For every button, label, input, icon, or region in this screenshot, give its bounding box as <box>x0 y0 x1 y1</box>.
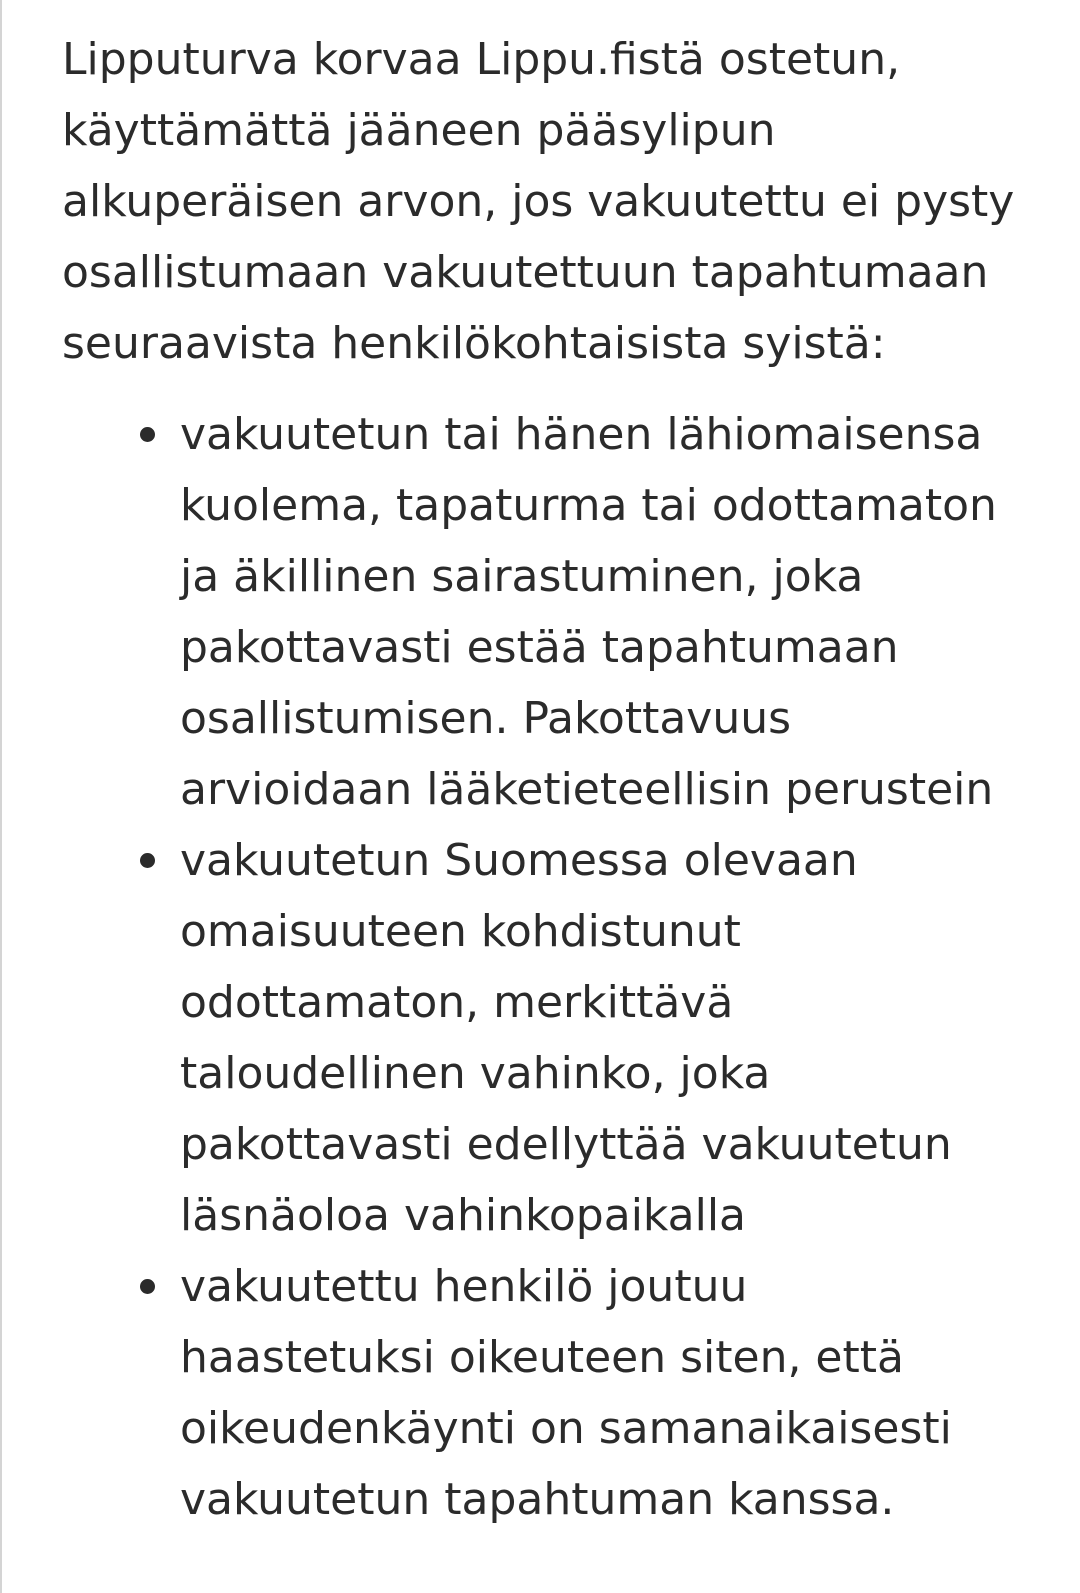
list-item-line: vakuutettu henkilö joutuu <box>180 1261 748 1312</box>
list-item-line: vakuutetun Suomessa olevaan <box>180 835 858 886</box>
intro-line: osallistumaan vakuutettuun tapahtumaan <box>62 247 989 298</box>
list-item-line: arvioidaan lääketieteellisin perustein <box>180 764 994 815</box>
list-item-line: oikeudenkäynti on samanaikaisesti <box>180 1403 952 1454</box>
list-item-line: kuolema, tapaturma tai odottamaton <box>180 480 997 531</box>
list-item-line: osallistumisen. Pakottavuus <box>180 693 792 744</box>
intro-line: alkuperäisen arvon, jos vakuutettu ei pysty <box>62 176 1015 227</box>
list-item-line: vakuutetun tai hänen lähiomaisensa <box>180 409 983 460</box>
bullet-icon <box>140 427 155 442</box>
list-item <box>62 1251 1042 1535</box>
intro-line: käyttämättä jääneen pääsylipun <box>62 105 776 156</box>
list-item <box>62 399 1042 825</box>
intro-paragraph <box>62 24 1042 379</box>
list-item-line: odottamaton, merkittävä <box>180 977 734 1028</box>
intro-line: seuraavista henkilökohtaisista syistä: <box>62 318 886 369</box>
list-item-line: omaisuuteen kohdistunut <box>180 906 741 957</box>
bullet-icon <box>140 853 155 868</box>
intro-line: Lipputurva korvaa Lippu.fistä ostetun, <box>62 34 901 85</box>
list-item-line: pakottavasti estää tapahtumaan <box>180 622 899 673</box>
list-item-line: haastetuksi oikeuteen siten, että <box>180 1332 904 1383</box>
reasons-list <box>62 399 1042 1535</box>
article-body <box>62 24 1042 1535</box>
bullet-icon <box>140 1279 155 1294</box>
list-item-line: ja äkillinen sairastuminen, joka <box>180 551 864 602</box>
list-item-line: vakuutetun tapahtuman kanssa. <box>180 1474 895 1525</box>
list-item-line: läsnäoloa vahinkopaikalla <box>180 1190 747 1241</box>
list-item <box>62 825 1042 1251</box>
list-item-line: pakottavasti edellyttää vakuutetun <box>180 1119 952 1170</box>
list-item-line: taloudellinen vahinko, joka <box>180 1048 771 1099</box>
left-border <box>0 0 2 1593</box>
